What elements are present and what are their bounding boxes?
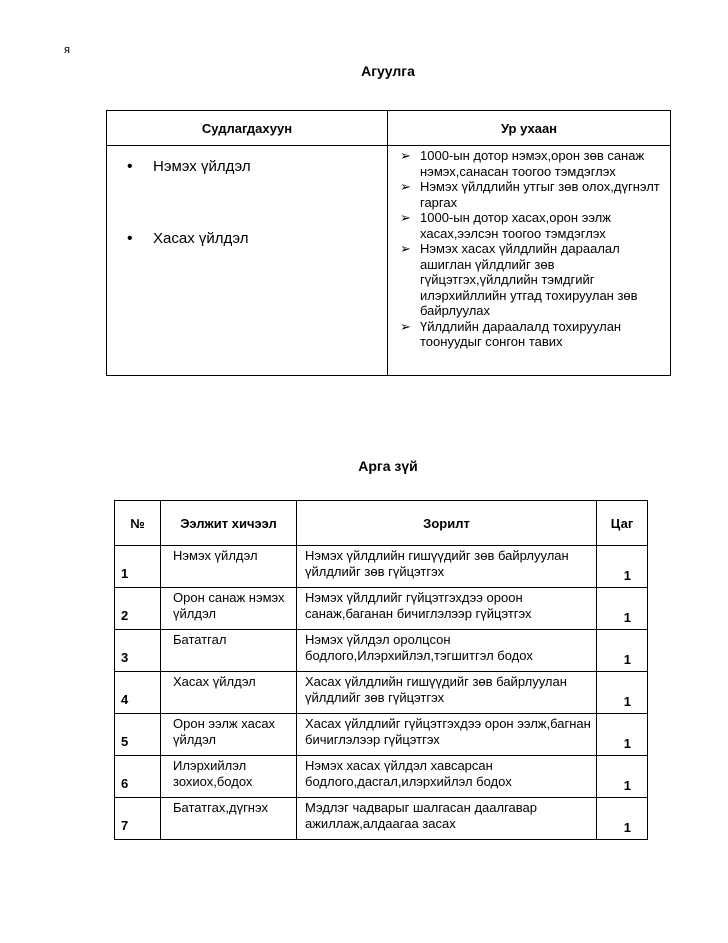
time-value: 1 xyxy=(623,652,631,667)
method-table-header-row xyxy=(115,501,648,546)
lesson-cell xyxy=(161,630,297,672)
time-value: 1 xyxy=(623,694,631,709)
num-cell xyxy=(115,798,161,840)
row-number: 3 xyxy=(121,650,129,665)
lesson-name: Хасах үйлдэл xyxy=(173,674,256,689)
goal-cell xyxy=(297,714,597,756)
goal-cell xyxy=(297,798,597,840)
section-title-method: Арга зүй xyxy=(358,458,418,474)
skill-item: ➢ Нэмэх үйлдлийн утгыг зөв олох,дүгнэлт гаргах xyxy=(388,179,670,210)
num-cell xyxy=(115,630,161,672)
table-row xyxy=(115,630,648,672)
topic-item: • Нэмэх үйлдэл xyxy=(107,158,387,176)
time-value: 1 xyxy=(623,736,631,751)
table-row xyxy=(115,546,648,588)
content-table xyxy=(106,110,671,376)
num-cell xyxy=(115,714,161,756)
lesson-name: Нэмэх үйлдэл xyxy=(173,548,258,563)
lesson-name: Илэрхийлэл зохиох,бодох xyxy=(173,758,253,789)
num-cell xyxy=(115,546,161,588)
lesson-cell xyxy=(161,714,297,756)
lesson-cell xyxy=(161,756,297,798)
table-row xyxy=(115,714,648,756)
goal-cell xyxy=(297,588,597,630)
goal-text: Нэмэх үйлдлийг гүйцэтгэхдээ ороон санаж,баганан бичиглэлээр гүйцэтгэх xyxy=(305,590,532,621)
row-number: 1 xyxy=(121,566,129,581)
time-value: 1 xyxy=(623,778,631,793)
section-title-content: Агуулга xyxy=(361,63,415,79)
header-lesson: Ээлжит хичээл xyxy=(161,501,297,546)
skills-cell xyxy=(388,146,671,376)
row-number: 4 xyxy=(121,692,129,707)
goal-cell xyxy=(297,630,597,672)
time-cell xyxy=(597,546,648,588)
table-row xyxy=(115,588,648,630)
goal-cell xyxy=(297,546,597,588)
lesson-cell xyxy=(161,588,297,630)
content-table-body-row xyxy=(107,146,671,376)
skills-list xyxy=(388,146,670,350)
table-row xyxy=(115,672,648,714)
goal-text: Нэмэх үйлдлийн гишүүдийг зөв байрлуулан үйлдлийг зөв гүйцэтгэх xyxy=(305,548,569,579)
time-cell xyxy=(597,672,648,714)
row-number: 6 xyxy=(121,776,129,791)
time-cell xyxy=(597,714,648,756)
lesson-cell xyxy=(161,798,297,840)
topics-cell xyxy=(107,146,388,376)
time-value: 1 xyxy=(623,568,631,583)
time-value: 1 xyxy=(623,820,631,835)
time-cell xyxy=(597,798,648,840)
method-table xyxy=(114,500,648,840)
corner-mark: я xyxy=(64,44,70,56)
goal-cell xyxy=(297,756,597,798)
header-topics: Судлагдахуун xyxy=(107,111,388,146)
time-cell xyxy=(597,630,648,672)
goal-text: Хасах үйлдлийг гүйцэтгэхдээ орон ээлж,багнан бичиглэлээр гүйцэтгэх xyxy=(305,716,591,747)
topics-list xyxy=(107,158,387,248)
goal-cell xyxy=(297,672,597,714)
lesson-name: Орон ээлж хасах үйлдэл xyxy=(173,716,276,747)
goal-text: Нэмэх үйлдэл оролцсон бодлого,Илэрхийлэл,тэгшитгэл бодох xyxy=(305,632,533,663)
time-cell xyxy=(597,588,648,630)
header-goal: Зорилт xyxy=(297,501,597,546)
header-skills: Ур ухаан xyxy=(388,111,671,146)
table-row xyxy=(115,798,648,840)
goal-text: Мэдлэг чадварыг шалгасан даалгавар ажиллаж,алдаагаа засах xyxy=(305,800,537,831)
num-cell xyxy=(115,588,161,630)
time-cell xyxy=(597,756,648,798)
lesson-name: Бататгах,дүгнэх xyxy=(173,800,268,815)
skill-item: ➢ Үйлдлийн дараалалд тохируулан тоонуудыг сонгон тавих xyxy=(388,319,670,350)
lesson-cell xyxy=(161,546,297,588)
table-row xyxy=(115,756,648,798)
header-num: № xyxy=(115,501,161,546)
skill-item: ➢ 1000-ын дотор нэмэх,орон зөв санаж нэмэх,санасан тоогоо тэмдэглэх xyxy=(388,148,670,179)
skill-item: ➢ 1000-ын дотор хасах,орон ээлж хасах,ээлсэн тоогоо тэмдэглэх xyxy=(388,210,670,241)
goal-text: Нэмэх хасах үйлдэл хавсарсан бодлого,дасгал,илэрхийлэл бодох xyxy=(305,758,512,789)
lesson-name: Орон санаж нэмэх үйлдэл xyxy=(173,590,285,621)
row-number: 2 xyxy=(121,608,129,623)
header-time: Цаг xyxy=(597,501,648,546)
goal-text: Хасах үйлдлийн гишүүдийг зөв байрлуулан үйлдлийг зөв гүйцэтгэх xyxy=(305,674,567,705)
topic-item: • Хасах үйлдэл xyxy=(107,230,387,248)
row-number: 5 xyxy=(121,734,129,749)
content-table-header-row xyxy=(107,111,671,146)
time-value: 1 xyxy=(623,610,631,625)
lesson-cell xyxy=(161,672,297,714)
row-number: 7 xyxy=(121,818,129,833)
num-cell xyxy=(115,756,161,798)
num-cell xyxy=(115,672,161,714)
skill-item: ➢ Нэмэх хасах үйлдлийн дараалал ашиглан үйлдлийг зөв гүйцэтгэх,үйлдлийн тэмдгийг илэрхийллийн утгад тохируулан зөв байрлуулах xyxy=(388,241,670,319)
lesson-name: Бататгал xyxy=(173,632,227,647)
